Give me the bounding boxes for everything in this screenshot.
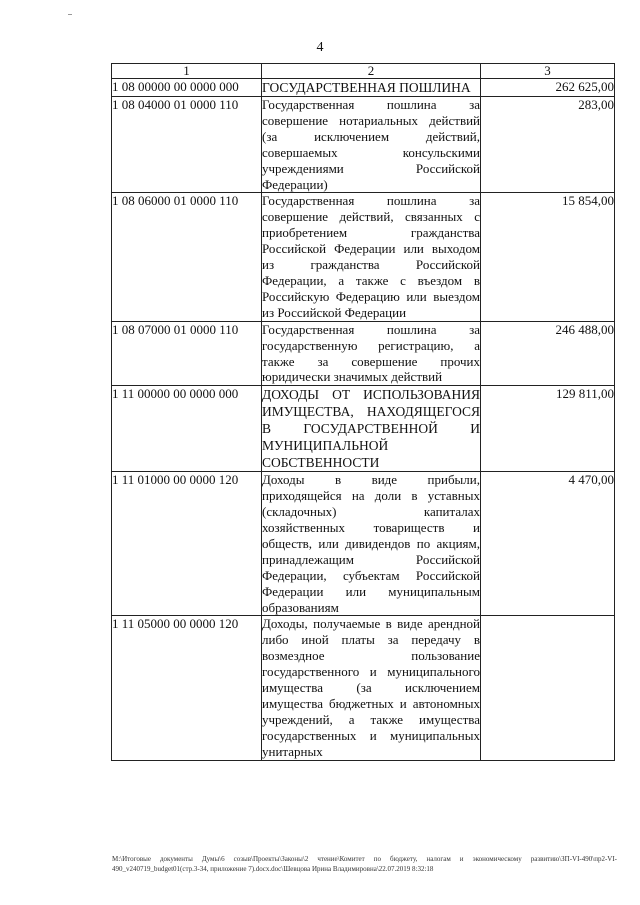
row-code: 1 11 00000 00 0000 000 xyxy=(112,386,262,472)
budget-table xyxy=(111,63,615,761)
row-amount: 246 488,00 xyxy=(481,321,615,386)
row-name: Государственная пошлина за совершение действий, связанных с приобретением гражданства Российской Федерации или выходом из гражданства Российской Федерации, а также с въездом в Российскую Федерацию или выездом из Российской Федерации xyxy=(262,193,480,320)
row-amount xyxy=(481,616,615,760)
table-row xyxy=(112,472,615,616)
row-name: Государственная пошлина за государственную регистрацию, а также за совершение прочих юридически значимых действий xyxy=(262,321,480,385)
row-code: 1 08 06000 01 0000 110 xyxy=(112,193,262,321)
row-code: 1 11 05000 00 0000 120 xyxy=(112,616,262,760)
column-header-amount: 3 xyxy=(481,64,615,79)
row-name: Доходы, получаемые в виде арендной либо иной платы за передачу в возмездное пользование государственного и муниципального имущества (за исключением имущества бюджетных и автономных учреждений, а также имущества государственных и муниципальных унитарных xyxy=(262,616,480,759)
table-row xyxy=(112,79,615,97)
column-header-code: 1 xyxy=(112,64,262,79)
page-number: 4 xyxy=(316,40,324,55)
row-code: 1 08 07000 01 0000 110 xyxy=(112,321,262,386)
row-amount: 283,00 xyxy=(481,97,615,193)
row-name: ДОХОДЫ ОТ ИСПОЛЬЗОВАНИЯ ИМУЩЕСТВА, НАХОДЯЩЕГОСЯ В ГОСУДАРСТВЕННОЙ И МУНИЦИПАЛЬНОЙ СОБСТВЕННОСТИ xyxy=(262,387,480,471)
row-name: Государственная пошлина за совершение нотариальных действий (за исключением действий, совершаемых консульскими учреждениями Российской Федерации) xyxy=(262,97,480,192)
table-row xyxy=(112,321,615,386)
row-code: 1 11 01000 00 0000 120 xyxy=(112,472,262,616)
column-header-name: 2 xyxy=(262,64,481,79)
row-name: Доходы в виде прибыли, приходящейся на доли в уставных (складочных) капиталах хозяйственных товариществ и обществ, или дивидендов по акциям, принадлежащим Российской Федерации, субъектам Российской Федерации или муниципальным образованиям xyxy=(262,472,480,615)
row-amount: 129 811,00 xyxy=(481,386,615,472)
row-amount: 262 625,00 xyxy=(481,79,615,97)
table-row xyxy=(112,193,615,321)
table-row xyxy=(112,97,615,193)
row-code: 1 08 00000 00 0000 000 xyxy=(112,79,262,97)
table-row xyxy=(112,386,615,472)
scan-mark xyxy=(68,14,72,15)
row-code: 1 08 04000 01 0000 110 xyxy=(112,97,262,193)
row-amount: 15 854,00 xyxy=(481,193,615,321)
row-name: ГОСУДАРСТВЕННАЯ ПОШЛИНА xyxy=(262,79,481,97)
table-row xyxy=(112,616,615,760)
document-path-footer: M:\Итоговые документы Думы\6 созыв\Проекты\Законы\2 чтение\Комитет по бюджету, налогам и экономическому развитию\ЗП-VI-490\пр2-VI-490_v240719_budget01(стр.3-34, приложение 7).docx.doc\Шевцова Ирина Владимировна\22.07.2019 8:32:18 xyxy=(112,855,617,873)
row-amount: 4 470,00 xyxy=(481,472,615,616)
table-header-row xyxy=(112,64,615,79)
